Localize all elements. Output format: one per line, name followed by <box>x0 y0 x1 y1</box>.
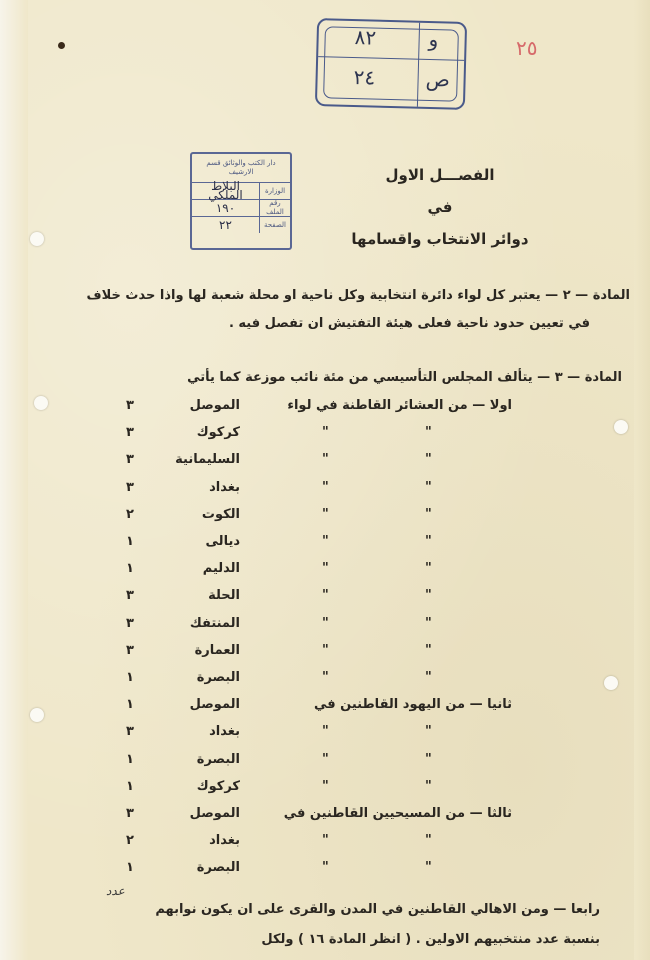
archive-stamp-header: دار الكتب والوثائق قسم الارشيف <box>206 159 276 176</box>
ditto-mark: " <box>425 534 432 549</box>
ink-spot <box>58 42 65 49</box>
seat-row <box>0 752 650 772</box>
seat-place: البصرة <box>196 670 240 685</box>
archive-row-value: ١٩٠ <box>215 200 236 215</box>
ditto-mark: " <box>425 724 432 739</box>
ditto-mark: " <box>322 534 329 549</box>
ditto-mark: " <box>322 724 329 739</box>
seat-group-lead: ثالثا — من المسيحيين القاطنين في <box>283 806 512 821</box>
seat-count: ٣ <box>126 398 134 413</box>
article-3-line: المادة — ٣ — يتألف المجلس التأسيسي من مئة نائب موزعة كما يأتي <box>187 370 622 385</box>
ditto-mark: " <box>322 643 329 658</box>
archive-stamp-row <box>192 199 290 216</box>
seat-place: العمارة <box>194 643 240 658</box>
seat-count: ٢ <box>126 507 134 522</box>
seat-count: ٣ <box>126 806 134 821</box>
seat-row <box>0 480 650 500</box>
ditto-mark: " <box>322 588 329 603</box>
archive-row-label: رقم الملف <box>259 200 290 216</box>
ditto-mark: " <box>425 425 432 440</box>
seat-count: ٣ <box>126 588 134 603</box>
ditto-mark: " <box>425 588 432 603</box>
seat-place: المنتفك <box>189 616 240 631</box>
seat-place: الكوت <box>201 507 240 522</box>
ditto-mark: " <box>425 670 432 685</box>
seat-row <box>0 833 650 853</box>
stamp-letter-top: و <box>428 26 439 52</box>
article-2-line-1: المادة — ٢ — يعتبر كل لواء دائرة انتخابية وكل ناحية او محلة شعبة لها واذا حدث خلاف <box>86 288 630 303</box>
ditto-mark: " <box>425 752 432 767</box>
seat-place: الموصل <box>189 697 240 712</box>
seat-row <box>0 616 650 636</box>
ditto-mark: " <box>322 860 329 875</box>
seat-count: ١ <box>126 534 134 549</box>
ditto-mark: " <box>425 860 432 875</box>
seat-row <box>0 534 650 554</box>
handwritten-annotation: عدد <box>106 884 125 898</box>
stamp-number-top: ٨٢ <box>354 25 377 50</box>
seat-row <box>0 806 650 826</box>
seat-group-lead: اولا — من العشائر القاطنة في لواء <box>287 398 512 413</box>
seat-row <box>0 588 650 608</box>
seat-count: ٣ <box>126 724 134 739</box>
archive-stamp-row <box>192 179 290 202</box>
seat-place: بغداد <box>209 480 240 495</box>
ditto-mark: " <box>425 480 432 495</box>
seat-place: الموصل <box>189 806 240 821</box>
article-number: ٢ <box>562 288 571 303</box>
page-corner-number: ٢٥ <box>516 36 538 60</box>
seat-place: السليمانية <box>175 452 240 467</box>
article-label: المادة <box>584 370 622 385</box>
seat-place: ديالى <box>205 534 240 549</box>
chapter-title: دوائر الانتخاب واقسامها <box>351 230 529 248</box>
page-number-stamp <box>315 18 467 110</box>
archive-row-value: ٢٢ <box>219 217 232 232</box>
seat-count: ٢ <box>126 833 134 848</box>
seat-row <box>0 697 650 717</box>
ditto-mark: " <box>425 643 432 658</box>
seat-row <box>0 425 650 445</box>
ditto-mark: " <box>425 833 432 848</box>
seat-row <box>0 398 650 418</box>
seat-group-lead: ثانيا — من اليهود القاطنين في <box>313 697 512 712</box>
seat-place: الدليم <box>202 561 240 576</box>
stamp-letter-bottom: ص <box>425 66 451 92</box>
ditto-mark: " <box>425 452 432 467</box>
ditto-mark: " <box>425 561 432 576</box>
archive-stamp <box>190 152 292 250</box>
seat-row <box>0 452 650 472</box>
seat-count: ٣ <box>126 480 134 495</box>
article-3-intro: يتألف المجلس التأسيسي من مئة نائب موزعة كما يأتي <box>187 370 533 385</box>
ditto-mark: " <box>322 833 329 848</box>
seat-row <box>0 670 650 690</box>
chapter-heading-in: في <box>427 198 453 216</box>
article-number: ٣ <box>554 370 563 385</box>
ditto-mark: " <box>425 779 432 794</box>
article-2-line-2: في تعيين حدود ناحية فعلى هيئة التفتيش ان تفصل فيه . <box>228 316 590 331</box>
seat-place: بغداد <box>209 833 240 848</box>
seat-count: ٣ <box>126 425 134 440</box>
seat-place: بغداد <box>209 724 240 739</box>
seat-count: ١ <box>126 697 134 712</box>
seat-place: الموصل <box>189 398 240 413</box>
ditto-mark: " <box>322 561 329 576</box>
seat-count: ٣ <box>126 616 134 631</box>
seat-row <box>0 724 650 744</box>
ditto-mark: " <box>322 452 329 467</box>
seat-row <box>0 507 650 527</box>
seat-place: كركوك <box>196 425 240 440</box>
archive-stamp-row <box>192 216 290 233</box>
chapter-heading: الفصـــل الاول <box>385 166 495 184</box>
archive-row-value: البلاط الملكي <box>208 179 243 202</box>
archive-row-label: الوزارة <box>259 183 290 199</box>
seat-row <box>0 779 650 799</box>
seat-count: ١ <box>126 752 134 767</box>
seat-place: البصرة <box>196 860 240 875</box>
seat-place: كركوك <box>196 779 240 794</box>
seat-count: ٣ <box>126 452 134 467</box>
ditto-mark: " <box>322 480 329 495</box>
seat-row <box>0 561 650 581</box>
ditto-mark: " <box>322 670 329 685</box>
ditto-mark: " <box>322 507 329 522</box>
seat-row <box>0 860 650 880</box>
ditto-mark: " <box>322 752 329 767</box>
archive-row-label: الصفحة <box>259 217 290 233</box>
fourth-line-2: بنسبة عدد منتخبيهم الاولين . ( انظر المادة ١٦ ) ولكل <box>261 932 600 947</box>
ditto-mark: " <box>425 616 432 631</box>
ditto-mark: " <box>322 616 329 631</box>
ditto-mark: " <box>322 779 329 794</box>
seat-count: ١ <box>126 561 134 576</box>
article-2-text: يعتبر كل لواء دائرة انتخابية وكل ناحية او محلة شعبة لها واذا حدث خلاف <box>86 288 541 303</box>
punch-hole <box>30 232 44 246</box>
seat-count: ١ <box>126 779 134 794</box>
seat-count: ٣ <box>126 643 134 658</box>
ditto-mark: " <box>322 425 329 440</box>
article-label: المادة <box>592 288 630 303</box>
seat-place: البصرة <box>196 752 240 767</box>
stamp-number-bottom: ٢٤ <box>353 65 376 90</box>
ditto-mark: " <box>425 507 432 522</box>
seat-place: الحلة <box>208 588 240 603</box>
fourth-line-1: رابعا — ومن الاهالي القاطنين في المدن والقرى على ان يكون نوابهم <box>155 902 600 917</box>
seat-row <box>0 643 650 663</box>
seat-count: ١ <box>126 670 134 685</box>
seat-count: ١ <box>126 860 134 875</box>
